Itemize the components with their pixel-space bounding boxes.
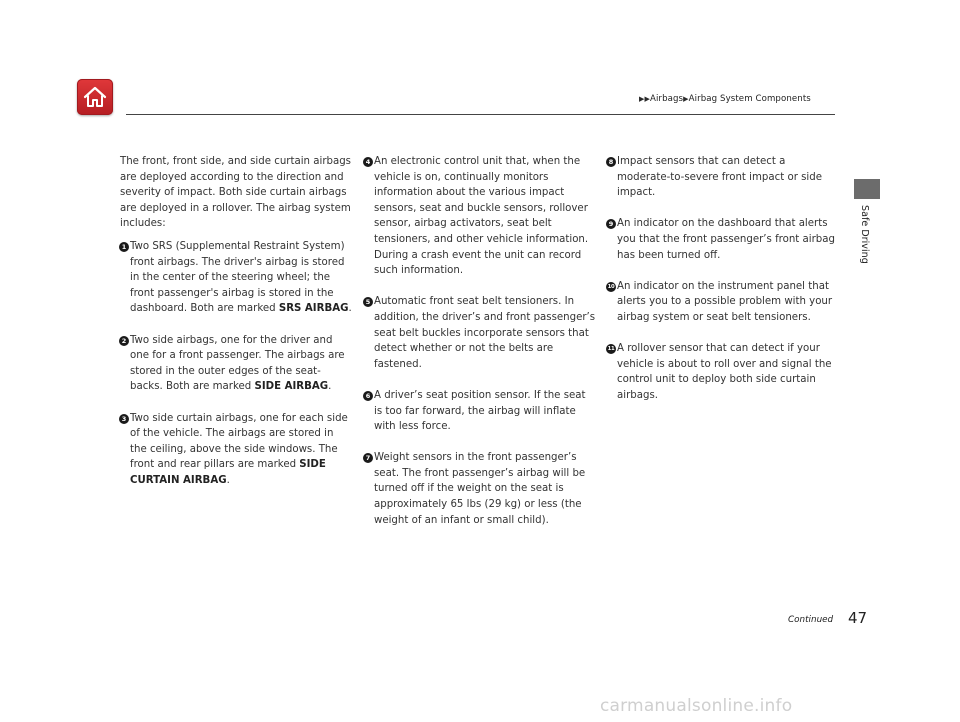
- number-badge-icon: 7: [363, 453, 373, 463]
- breadcrumb-link-airbags[interactable]: Airbags: [649, 94, 684, 104]
- item-text: An indicator on the dashboard that alerts you that the front passenger’s front airbag has been turned off.: [617, 218, 835, 261]
- item-text: An electronic control unit that, when the vehicle is on, continually monitors information about the various impact sensors, seat and buckle sensors, rollover sensor, airbag activators, seat belt tensioners, and other vehicle information. During a crash event the unit can record such information.: [374, 156, 589, 277]
- number-badge-icon: 10: [607, 283, 615, 290]
- number-badge-icon: 9: [606, 219, 616, 229]
- item-text: Two side airbags, one for the driver and one for a front passenger. The airbags are stored in the outer edges of the seat-backs. Both are marked: [130, 334, 345, 393]
- component-item: [120, 239, 352, 317]
- column-right: [607, 154, 839, 419]
- item-text: Two SRS (Supplemental Restraint System) front airbags. The driver's airbag is stored in the center of the steering wheel; the front passenger's airbag is stored in the dashboard. Both are marked: [130, 240, 345, 315]
- watermark: carmanualsonline.info: [600, 696, 793, 716]
- component-item: [364, 388, 596, 435]
- component-item: [607, 341, 839, 403]
- item-punct: .: [328, 381, 332, 393]
- section-label: Safe Driving: [859, 205, 870, 264]
- home-button[interactable]: [77, 79, 113, 115]
- item-text: A driver’s seat position sensor. If the seat is too far forward, the airbag will inflate with less force.: [374, 389, 586, 433]
- number-badge-icon: 8: [606, 157, 616, 167]
- page-number: 47: [848, 609, 868, 627]
- intro-paragraph: The front, front side, and side curtain airbags are deployed according to the direction and severity of impact. Both side curtain airbags are deployed in a rollover. The airbag system includes:: [120, 156, 351, 230]
- item-text: A rollover sensor that can detect if your vehicle is about to roll over and signal the control unit to deploy both side curtain airbags.: [617, 343, 832, 401]
- label-marking: SIDE CURTAIN AIRBAG: [130, 459, 326, 486]
- item-punct: .: [348, 303, 352, 315]
- number-badge-icon: 5: [363, 297, 373, 307]
- label-marking: SRS AIRBAG: [278, 303, 349, 315]
- section-tab-marker[interactable]: [854, 179, 880, 199]
- item-text: Weight sensors in the front passenger’s seat. The front passenger’s airbag will be turned off if the weight on the seat is approximately 65 lbs (29 kg) or less (the weight of an infant or small child).: [374, 452, 586, 526]
- component-item: [120, 411, 352, 489]
- number-badge-icon: 3: [119, 414, 129, 424]
- column-left: [120, 154, 352, 504]
- item-punct: .: [226, 474, 230, 486]
- component-item: [607, 154, 839, 201]
- breadcrumb-arrows-icon: ▶▶: [639, 95, 650, 103]
- component-item: [607, 216, 839, 263]
- home-icon: [82, 85, 108, 109]
- component-item: [364, 154, 596, 279]
- item-text: An indicator on the instrument panel that alerts you to a possible problem with your airbag system or seat belt tensioners.: [617, 280, 833, 323]
- component-item: [364, 294, 596, 372]
- component-item: [607, 279, 839, 326]
- label-marking: SIDE AIRBAG: [254, 381, 329, 393]
- number-badge-icon: 2: [119, 336, 129, 346]
- item-text: Automatic front seat belt tensioners. In addition, the driver’s and front passenger’s seat belt buckles incorporate sensors that detect whether or not the belts are fastened.: [374, 296, 596, 370]
- number-badge-icon: 6: [363, 391, 373, 401]
- item-text: Impact sensors that can detect a moderate-to-severe front impact or side impact.: [617, 156, 822, 199]
- breadcrumb-separator-icon: ▶: [683, 95, 689, 103]
- breadcrumb: [639, 94, 811, 104]
- number-badge-icon: 4: [363, 157, 373, 167]
- number-badge-icon: 11: [607, 346, 615, 353]
- item-text: Two side curtain airbags, one for each side of the vehicle. The airbags are stored in the ceiling, above the side windows. The front and rear pillars are marked: [130, 412, 348, 471]
- component-item: [120, 333, 352, 395]
- breadcrumb-current-page: Airbag System Components: [688, 94, 811, 104]
- continued-link[interactable]: Continued: [788, 615, 834, 625]
- header-divider: [126, 114, 835, 115]
- column-middle: [364, 154, 596, 544]
- number-badge-icon: 1: [119, 242, 129, 252]
- component-item: [364, 450, 596, 528]
